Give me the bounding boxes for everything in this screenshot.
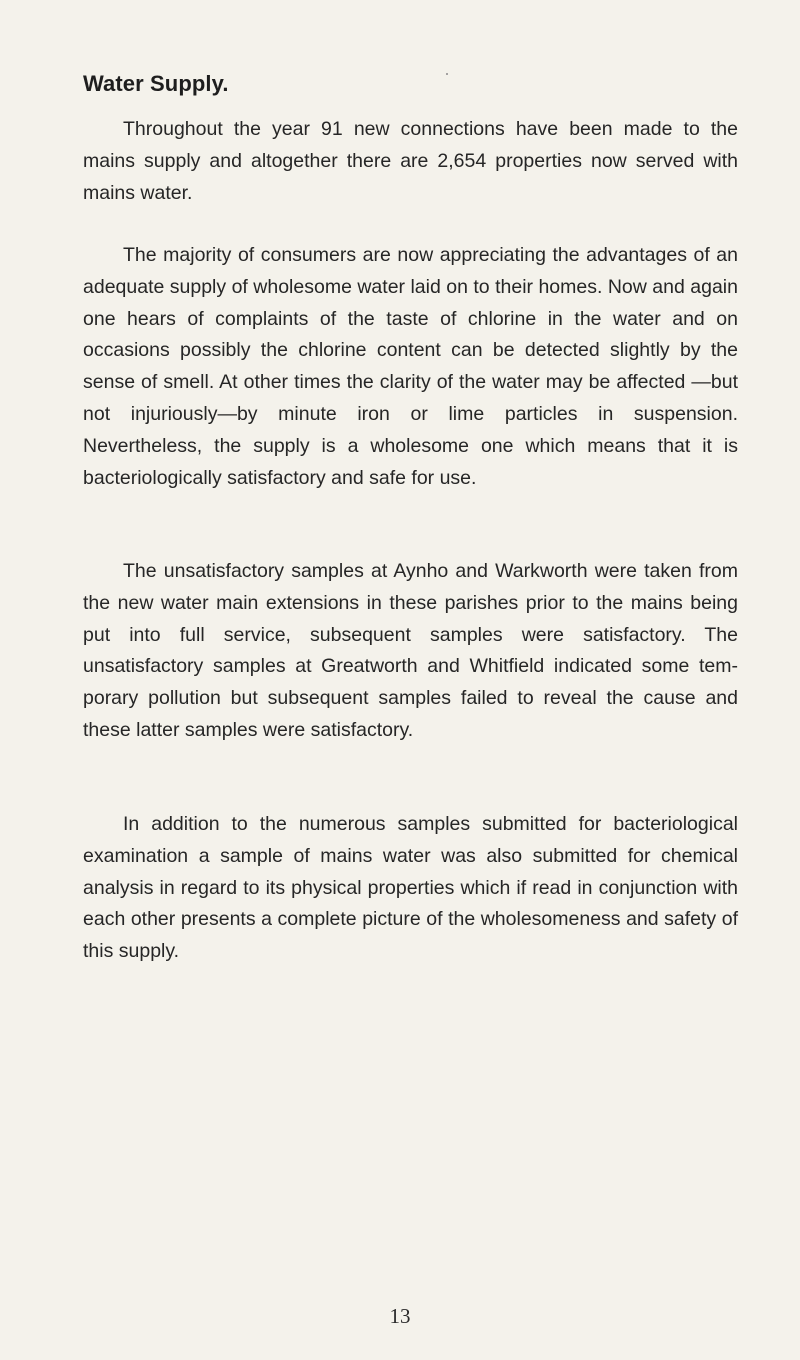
page-number: 13: [389, 1304, 411, 1328]
paragraph-unsatisfactory-samples: The unsatisfactory samples at Aynho and Warkworth were taken from the new water main extensions in these parishes prior to the mains being put into full service, subsequent samples were satisfactory. The unsatisfactory samples at Greatworth and Whitfield indicated some tem- porary pollution but subsequent samples failed to reveal the cause and these latter samples were satisfactory.: [83, 560, 738, 741]
paragraph-chemical-analysis: In addition to the numerous samples submitted for bacteriological examination a sample of mains water was also submitted for chemical analysis in regard to its physical properties which if read in conjunction with each other presents a complete picture of the wholesomeness and safety of this supply.: [83, 813, 738, 963]
section-heading: Water Supply.: [83, 71, 229, 96]
print-speck: [446, 73, 448, 75]
paragraph-connections: Throughout the year 91 new connections have been made to the mains supply and altogether there are 2,654 properties now served with mains water.: [83, 118, 738, 204]
paragraph-consumers: The majority of consumers are now appreciating the advantages of an adequate supply of wholesome water laid on to their homes. Now and again one hears of complaints of the taste of chlorine in the water and on occasions possibly the chlorine content can be detected slightly by the sense of smell. At other times the clarity of the water may be affected —but not injuriously—by minute iron or lime particles in suspension. Nevertheless, the supply is a wholesome one which means that it is bacteriologically satisfactory and safe for use.: [83, 244, 738, 489]
